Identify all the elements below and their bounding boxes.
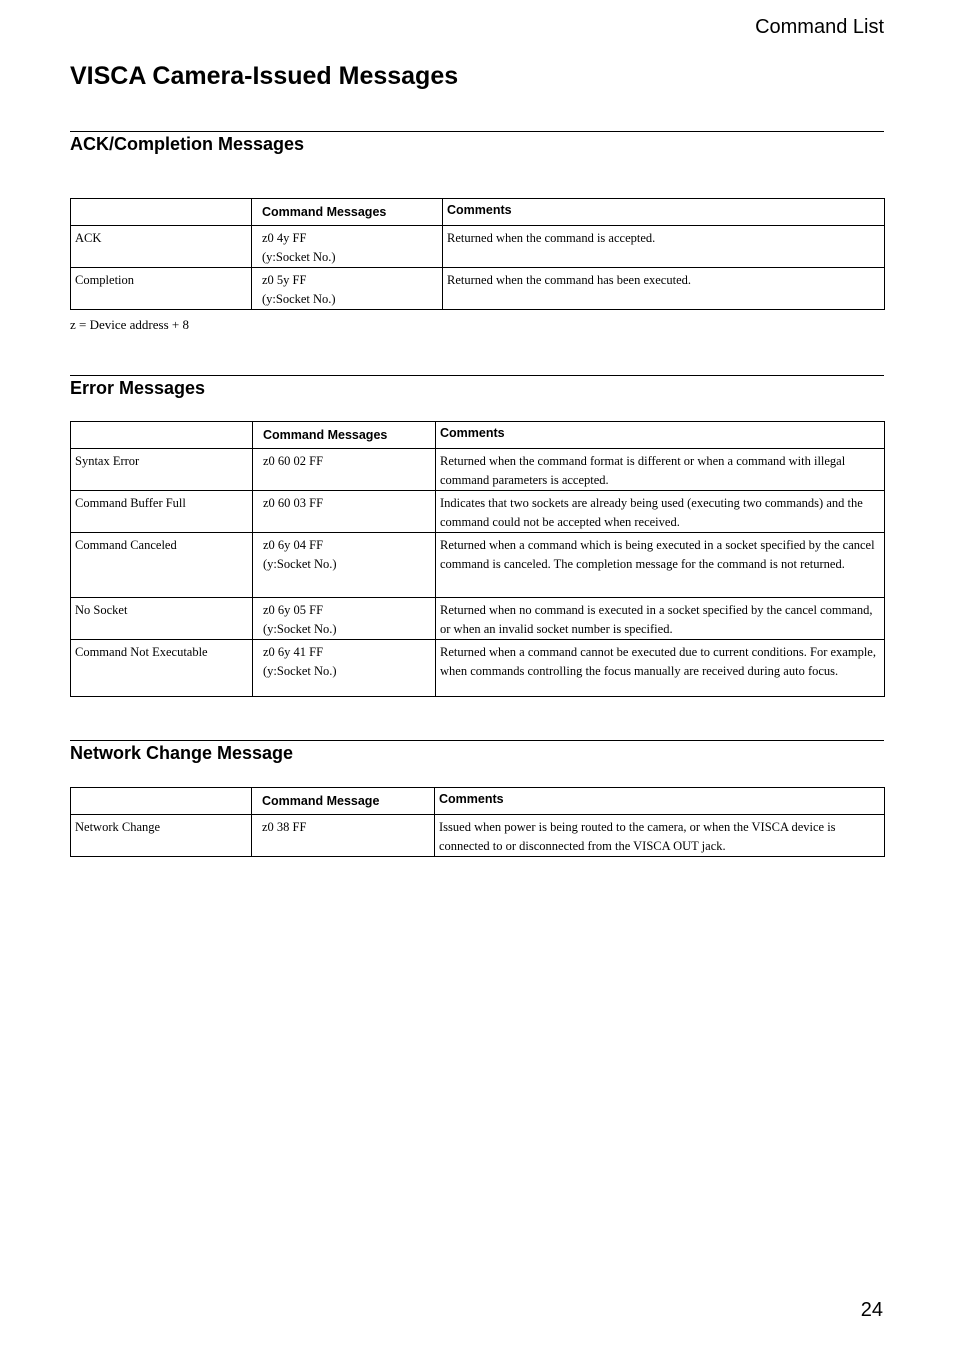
message-name: Command Canceled (71, 533, 253, 598)
table-row (71, 640, 885, 697)
command-code-line: (y:Socket No.) (263, 664, 337, 678)
page-title: VISCA Camera-Issued Messages (70, 62, 459, 90)
comment: Returned when a command cannot be executed due to current conditions. For example, when commands controlling the focus manually are received during auto focus. (436, 640, 885, 697)
ack-section-header (70, 131, 884, 155)
command-code-line: z0 60 02 FF (263, 454, 324, 468)
error-section-header (70, 375, 884, 399)
comment: Returned when a command which is being executed in a socket specified by the cancel command is canceled. The completion message for the command is not returned. (436, 533, 885, 598)
command-code (253, 533, 436, 598)
network-header-command: Command Message (252, 788, 435, 815)
command-code (253, 449, 436, 491)
comment: Returned when no command is executed in a socket specified by the cancel command, or when an invalid socket number is specified. (436, 598, 885, 640)
ack-header-name (71, 199, 252, 226)
error-table-header-row (71, 422, 885, 449)
table-row (71, 449, 885, 491)
error-header-command: Command Messages (253, 422, 436, 449)
ack-header-command: Command Messages (252, 199, 443, 226)
device-address-note: z = Device address + 8 (70, 317, 189, 332)
command-code-line: z0 6y 04 FF (263, 538, 324, 552)
running-head: Command List (755, 16, 884, 38)
ack-header-comments: Comments (443, 199, 885, 226)
comment: Indicates that two sockets are already being used (executing two commands) and the command could not be accepted when received. (436, 491, 885, 533)
ack-table-header-row (71, 199, 885, 226)
command-code-line: z0 6y 41 FF (263, 645, 324, 659)
error-header-comments: Comments (436, 422, 885, 449)
message-name: No Socket (71, 598, 253, 640)
command-code (253, 491, 436, 533)
command-code (252, 268, 443, 310)
command-code (252, 226, 443, 268)
message-name: Syntax Error (71, 449, 253, 491)
command-code-line: (y:Socket No.) (263, 557, 337, 571)
ack-table (70, 198, 885, 310)
error-header-name (71, 422, 253, 449)
network-section-heading: Network Change Message (70, 743, 294, 763)
comment: Returned when the command format is different or when a command with illegal command parameters is accepted. (436, 449, 885, 491)
message-name: Completion (71, 268, 252, 310)
comment: Issued when power is being routed to the camera, or when the VISCA device is connected to or disconnected from the VISCA OUT jack. (435, 815, 885, 857)
network-table (70, 787, 885, 857)
network-section-header (70, 740, 884, 764)
message-name: Command Buffer Full (71, 491, 253, 533)
network-header-name (71, 788, 252, 815)
error-section-heading: Error Messages (70, 378, 206, 398)
comment: Returned when the command is accepted. (443, 226, 885, 268)
command-code (252, 815, 435, 857)
page-number: 24 (860, 1299, 883, 1321)
table-row (71, 491, 885, 533)
command-code-line: z0 60 03 FF (263, 496, 324, 510)
message-name: Network Change (71, 815, 252, 857)
error-table (70, 421, 885, 697)
ack-section-heading: ACK/Completion Messages (70, 134, 305, 154)
table-row (71, 268, 885, 310)
command-code (253, 598, 436, 640)
table-row (71, 226, 885, 268)
message-name: ACK (71, 226, 252, 268)
command-code-line: (y:Socket No.) (262, 292, 336, 306)
command-code-line: (y:Socket No.) (263, 622, 337, 636)
network-header-comments: Comments (435, 788, 885, 815)
command-code (253, 640, 436, 697)
table-row (71, 533, 885, 598)
command-code-line: z0 6y 05 FF (263, 603, 324, 617)
comment: Returned when the command has been executed. (443, 268, 885, 310)
table-row (71, 815, 885, 857)
message-name: Command Not Executable (71, 640, 253, 697)
table-row (71, 598, 885, 640)
command-code-line: z0 38 FF (262, 820, 307, 834)
command-code-line: (y:Socket No.) (262, 250, 336, 264)
network-table-header-row (71, 788, 885, 815)
command-code-line: z0 5y FF (262, 273, 307, 287)
command-code-line: z0 4y FF (262, 231, 307, 245)
